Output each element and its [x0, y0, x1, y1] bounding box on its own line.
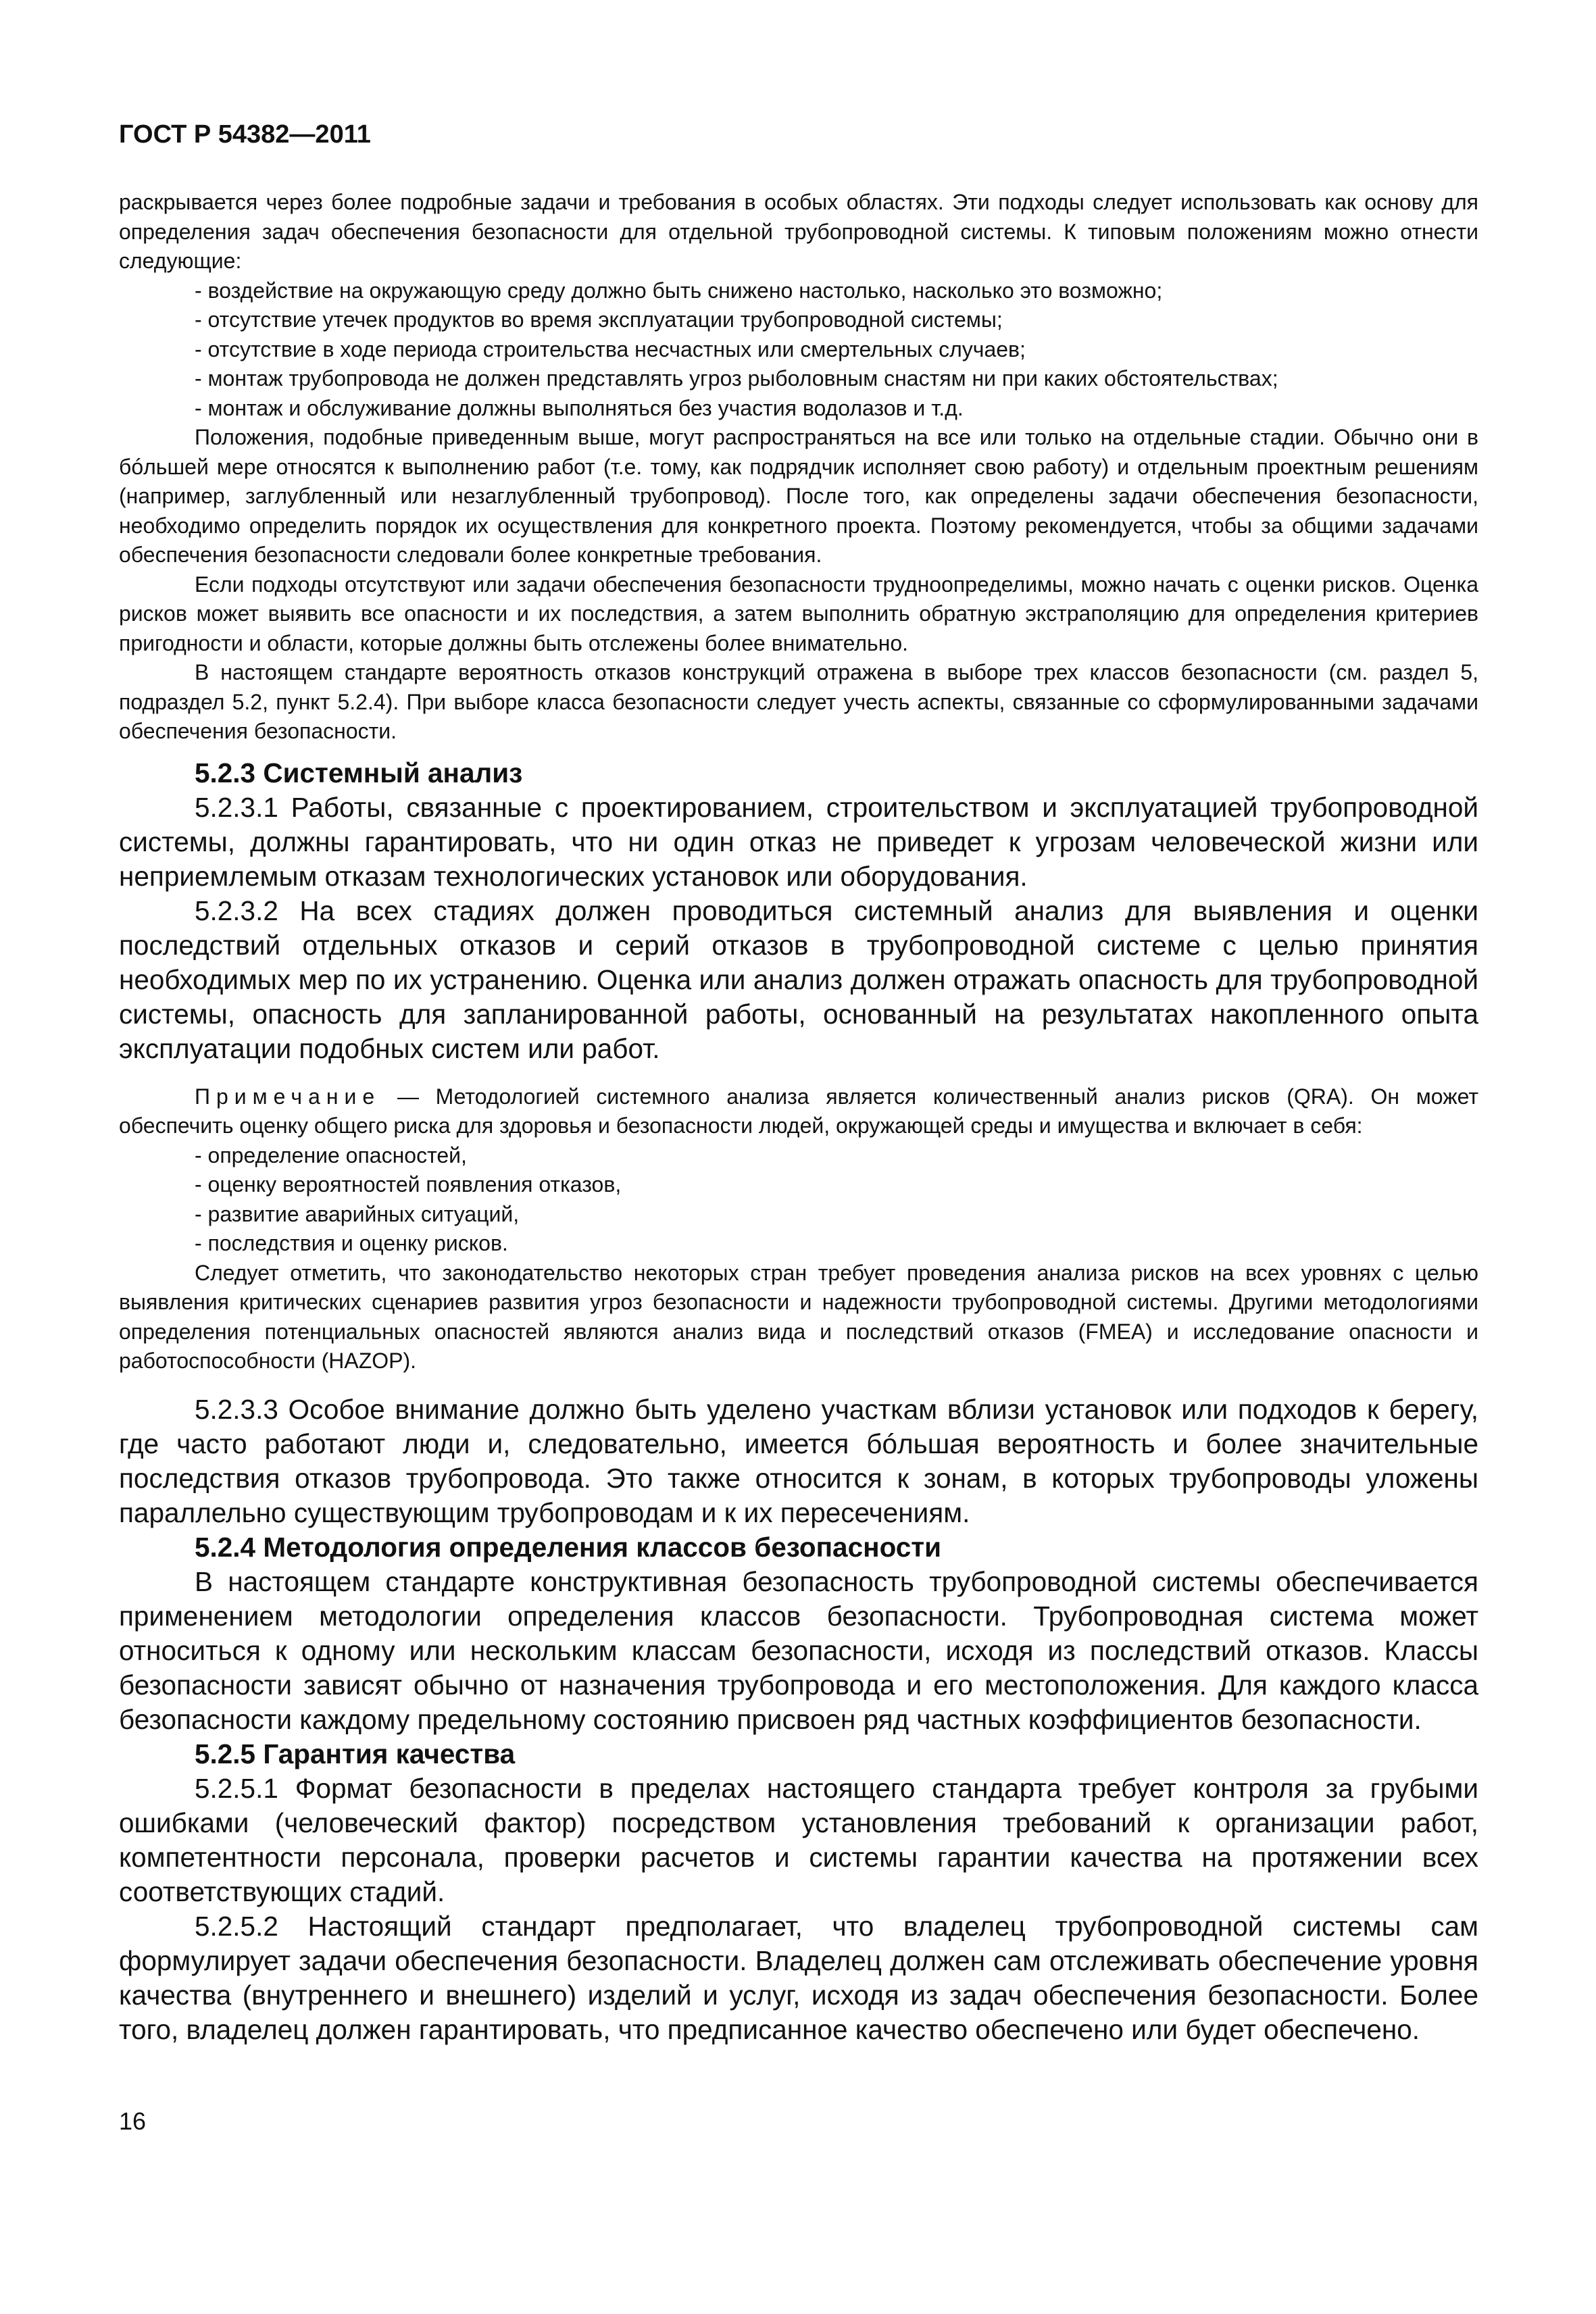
clause-5231: 5.2.3.1 Работы, связанные с проектированием, строительством и эксплуатацией трубопроводной системы, должны гарантировать, что ни один отказ не приведет к угрозам человеческой жизни или неприемлемым отказам технологических установок или оборудования. [119, 791, 1478, 892]
section-525-heading: 5.2.5 Гарантия качества [195, 1738, 516, 1769]
intro-bullet: - отсутствие в ходе периода строительства несчастных или смертельных случаев; [195, 336, 1026, 361]
intro-bullet: - монтаж трубопровода не должен представлять угроз рыболовным снастям ни при каких обстоятельствах; [195, 366, 1278, 391]
clause-5252: 5.2.5.2 Настоящий стандарт предполагает, что владелец трубопроводной системы сам формулирует задачи обеспечения безопасности. Владелец должен сам отслеживать обеспечение уровня качества (внутреннего и внешнего) изделий и услуг, исходя из задач обеспечения безопасности. Более того, владелец должен гарантировать, что предписанное качество обеспечено или будет обеспечено. [119, 1910, 1478, 2045]
note-bullet: - развитие аварийных ситуаций, [195, 1201, 520, 1226]
note-bullet: - последствия и оценку рисков. [195, 1231, 508, 1255]
intro-bullet: - монтаж и обслуживание должны выполняться без участия водолазов и т.д. [195, 395, 964, 420]
intro-paragraph-2: Положения, подобные приведенным выше, могут распространяться на все или только на отдельные стадии. Обычно они в бóльшей мере относятся к выполнению работ (т.е. тому, как подрядчик исполняет свою работу) и отдельным проектным решениям (например, заглубленный или незаглубленный трубопровод). После того, как определены задачи обеспечения безопасности, необходимо определить порядок их осуществления для конкретного проекта. Поэтому рекомендуется, чтобы за общими задачами обеспечения безопасности следовали более конкретные требования. [119, 425, 1478, 567]
section-524-paragraph: В настоящем стандарте конструктивная безопасность трубопроводной системы обеспечивается применением методологии определения классов безопасности. Трубопроводная система может относиться к одному или нескольким классам безопасности, исходя из последствий отказов. Классы безопасности зависят обычно от назначения трубопровода и его местоположения. Для каждого класса безопасности каждому предельному состоянию присвоен ряд частных коэффициентов безопасности. [119, 1565, 1478, 1735]
section-523-heading: 5.2.3 Системный анализ [195, 757, 523, 788]
note-paragraph-2: Следует отметить, что законодательство некоторых стран требует проведения анализа рисков на всех уровнях с целью выявления критических сценариев развития угроз безопасности и надежности трубопроводной системы. Другими методологиями определения потенциальных опасностей являются анализ вида и последствий отказов (FMEA) и исследование опасности и работоспособности (HAZOP). [119, 1260, 1478, 1373]
page-number: 16 [119, 2107, 147, 2135]
intro-paragraph-3: Если подходы отсутствуют или задачи обеспечения безопасности трудноопределимы, можно начать с оценки рисков. Оценка рисков может выявить все опасности и их последствия, а затем выполнить обратную экстраполяцию для определения критериев пригодности и области, которые должны быть отслежены более внимательно. [119, 572, 1478, 655]
intro-paragraph-1: раскрывается через более подробные задачи и требования в особых областях. Эти подходы следует использовать как основу для определения задач обеспечения безопасности для отдельной трубопроводной системы. К типовым положениям можно отнести следующие: [119, 190, 1478, 273]
clause-5251: 5.2.5.1 Формат безопасности в пределах настоящего стандарта требует контроля за грубыми ошибками (человеческий фактор) посредством установления требований к организации работ, компетентности персонала, проверки расчетов и системы гарантии качества на протяжении всех соответствующих стадий. [119, 1772, 1478, 1907]
section-524-heading: 5.2.4 Методология определения классов безопасности [195, 1531, 942, 1563]
clause-5233: 5.2.3.3 Особое внимание должно быть уделено участкам вблизи установок или подходов к берегу, где часто работают люди и, следовательно, имеется бóльшая вероятность и более значительные последствия отказов трубопровода. Это также относится к зонам, в которых трубопроводы уложены параллельно существующим трубопроводам и к их пересечениям. [119, 1393, 1478, 1528]
standard-header: ГОСТ Р 54382—2011 [119, 120, 371, 149]
note-paragraph [119, 1082, 1478, 1141]
intro-paragraph-4: В настоящем стандарте вероятность отказов конструкций отражена в выборе трех классов безопасности (см. раздел 5, подраздел 5.2, пункт 5.2.4). При выборе класса безопасности следует учесть аспекты, связанные со сформулированными задачами обеспечения безопасности. [119, 660, 1478, 743]
note-bullet: - определение опасностей, [195, 1142, 467, 1167]
intro-bullet: - воздействие на окружающую среду должно быть снижено настолько, насколько это возможно; [195, 278, 1163, 303]
document-page [119, 119, 1478, 2047]
intro-bullet: - отсутствие утечек продуктов во время эксплуатации трубопроводной системы; [195, 307, 1003, 332]
note-label: Примечание [195, 1084, 381, 1109]
note-text: — Методологией системного анализа является количественный анализ рисков (QRA). Он может обеспечить оценку общего риска для здоровья и безопасности людей, окружающей среды и имущества и включает в себя: [119, 1084, 1478, 1138]
clause-5232: 5.2.3.2 На всех стадиях должен проводиться системный анализ для выявления и оценки последствий отдельных отказов и серий отказов в трубопроводной системе с целью принятия необходимых мер по их устранению. Оценка или анализ должен отражать опасность для трубопроводной системы, опасность для запланированной работы, основанный на результатах накопленного опыта эксплуатации подобных систем или работ. [119, 895, 1478, 1064]
note-bullet: - оценку вероятностей появления отказов, [195, 1172, 622, 1197]
